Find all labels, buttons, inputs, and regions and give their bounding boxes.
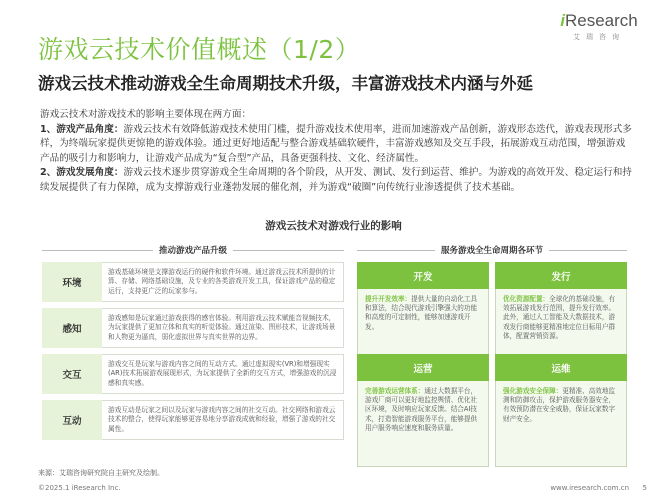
card-title: 开发 — [357, 262, 489, 289]
row-label: 环境 — [42, 262, 102, 302]
row-description: 游戏基础环境是支撑游戏运行的硬件和软件环境。通过游戏云技术所提供的计算、存储、网络基础设施，及专业的各类游戏开发工具，保证游戏产品的稳定运行，支持更广泛的玩家参与。 — [102, 262, 344, 302]
iresearch-logo — [553, 12, 645, 42]
page-subtitle: 游戏云技术推动游戏全生命周期技术升级，丰富游戏技术内涵与外延 — [38, 74, 533, 93]
row-description: 游戏感知是玩家通过游戏获得的感官体验。利用游戏云技术赋能音视频技术，为玩家提供了更加立体和真实的听觉体验。通过渲染、图形技术，让游戏场景和人物更为逼真，弱化虚拟世界与真实世界的边界。 — [102, 308, 344, 348]
impact-row-environment — [42, 262, 344, 302]
row-description: 游戏互动是玩家之间以及玩家与游戏内容之间的社交互动。社交网络和游戏云技术的整合，使得玩家能够更容易地分享游戏成就和经验，增强了游戏的社交属性。 — [102, 400, 344, 440]
website-link[interactable]: www.iresearch.com.cn — [550, 484, 629, 492]
source-note: 来源：艾瑞咨询研究院自主研究及绘制。 — [38, 469, 164, 477]
intro-point-1: 1、游戏产品角度：游戏云技术有效降低游戏技术使用门槛，提升游戏技术使用率，进而加速游戏产品创新，游戏形态迭代，游戏表现形式多样，为终端玩家提供更惊艳的游戏体验。通过更好地适配与整合游戏基础软硬件，丰富游戏感知及交互手段，拓展游戏互动范围，增强游戏产品的吸引力和影响力，让游戏产品成为“复合型”产品，具备更强科技、文化、经济属性。 — [40, 123, 632, 164]
row-label: 交互 — [42, 354, 102, 394]
row-label: 互动 — [42, 400, 102, 440]
intro-lead: 游戏云技术对游戏技术的影响主要体现在两方面： — [40, 109, 252, 120]
page-number: 5 — [642, 484, 647, 492]
card-body: 强化游戏安全保障：更精准、高效地监测和防御攻击，保护游戏服务器安全，有效预防潜在安全威胁，保证玩家数字财产安全。 — [495, 381, 627, 467]
intro-point-2: 2、游戏发展角度：游戏云技术逐步贯穿游戏全生命周期的各个阶段，从开发、测试、发行到运营、维护。为游戏的高效开发、稳定运行和持续发展提供了有力保障，成为支撑游戏行业蓬勃发展的催化剂，并为游戏“破圈”向传统行业渗透提供了技术基础。 — [40, 167, 632, 193]
logo-chinese: 艾瑞咨询 — [573, 33, 625, 41]
lifecycle-card-publishing — [495, 262, 627, 359]
card-title: 发行 — [495, 262, 627, 289]
lifecycle-card-development — [357, 262, 489, 359]
row-label: 感知 — [42, 308, 102, 348]
impact-row-social — [42, 400, 344, 440]
right-panel-header: 服务游戏全生命周期各环节 — [357, 244, 627, 256]
lifecycle-card-maintenance — [495, 354, 627, 467]
copyright: ©2025.1 iResearch Inc. — [38, 484, 121, 492]
card-title: 运维 — [495, 354, 627, 381]
row-description: 游戏交互是玩家与游戏内容之间的互动方式。通过虚拟现实(VR)和增强现实(AR)技术拓展游戏展现形式，为玩家提供了全新的交互方式，增强游戏的沉浸感和真实感。 — [102, 354, 344, 394]
impact-row-interaction — [42, 354, 344, 394]
card-body: 提升开发效率：提供大量的自动化工具和算法，结合现代游戏引擎强大的功能和高度的可定制性，能够加速游戏开发。 — [357, 289, 489, 359]
card-body: 优化资源配置：全球化的基础设施，有效拓展游戏发行范围，提升发行效率。此外，通过人工智能及大数据技术，游戏发行商能够更精准地定位目标用户群体，配置营销资源。 — [495, 289, 627, 359]
page-title: 游戏云技术价值概述（1/2） — [38, 35, 361, 64]
lifecycle-card-operations — [357, 354, 489, 467]
intro-text — [40, 108, 632, 196]
left-panel-header: 推动游戏产品升级 — [42, 244, 344, 256]
card-title: 运营 — [357, 354, 489, 381]
diagram-title: 游戏云技术对游戏行业的影响 — [265, 220, 402, 232]
logo-wordmark: iResearch — [560, 11, 638, 30]
card-body: 完善游戏运营体系：通过大数据平台，游戏厂商可以更好地监控舆情、优化社区环境，及时响应玩家反馈。结合AI技术，打造智能游戏服务平台，能够提供用户服务响应速度和服务质量。 — [357, 381, 489, 467]
impact-row-perception — [42, 308, 344, 348]
